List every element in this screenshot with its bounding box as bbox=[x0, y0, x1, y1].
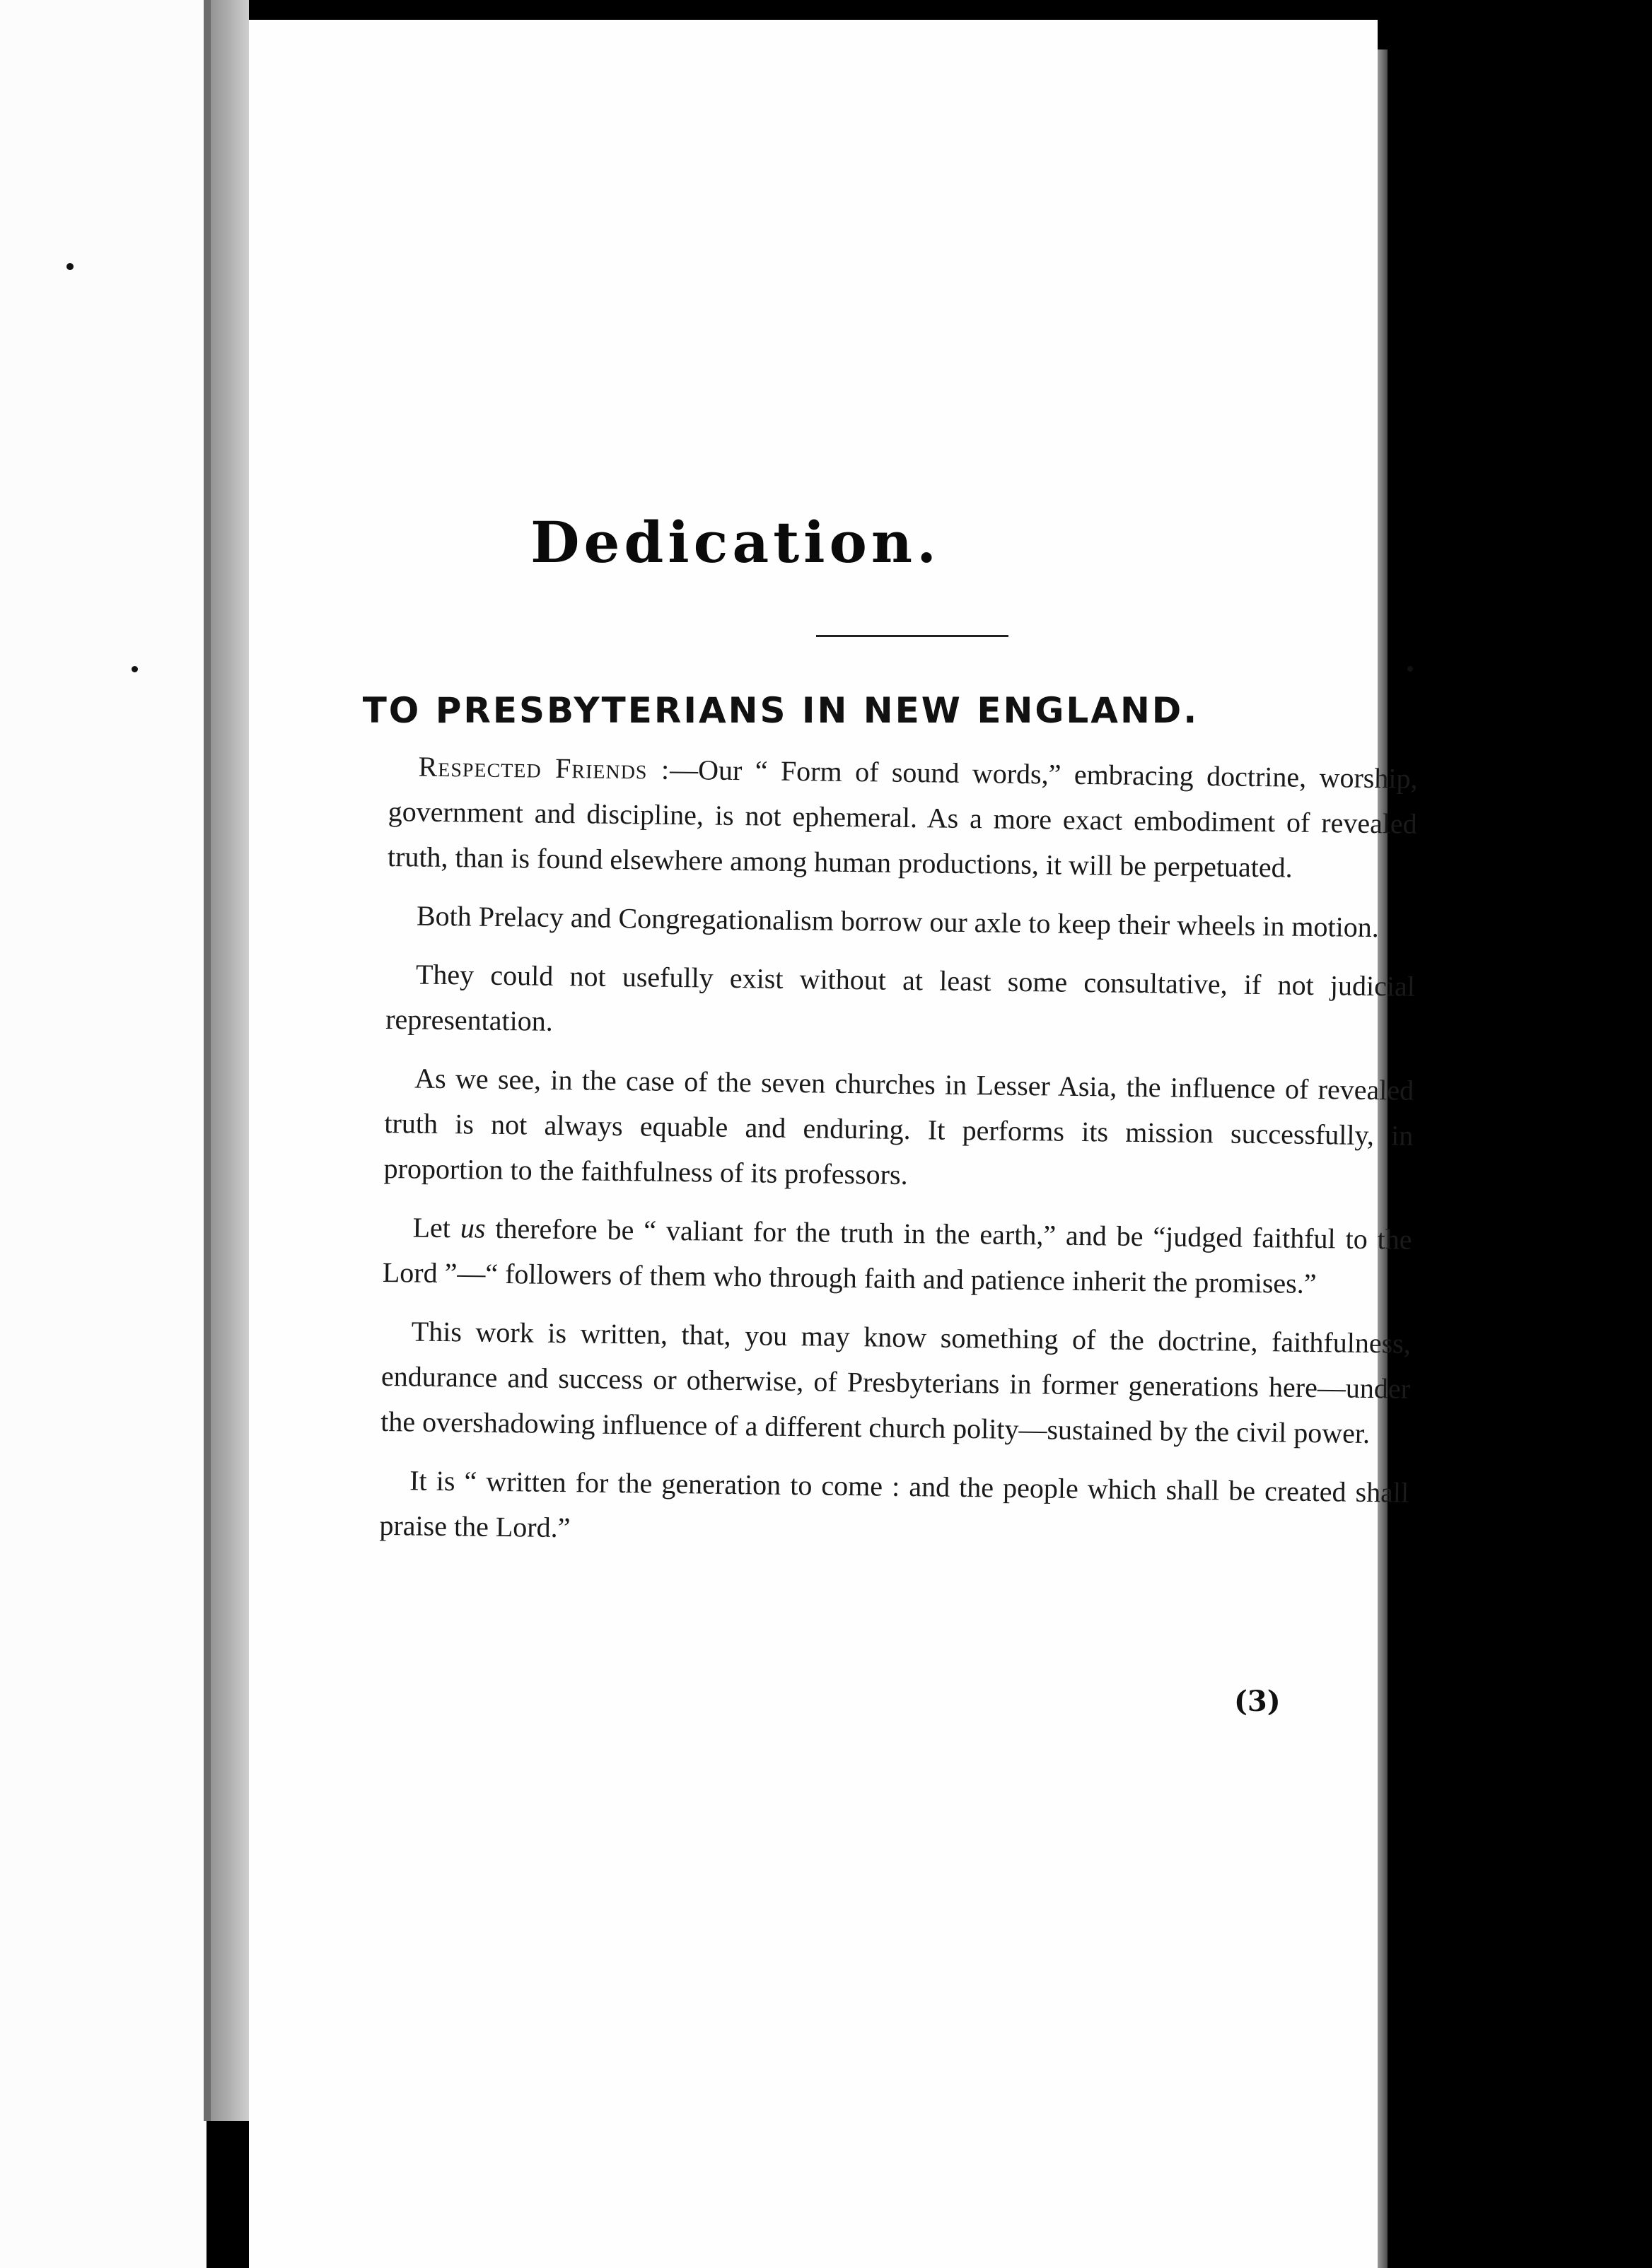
paragraph-7: It is “ written for the generation to come : and the people which shall be created shall praise the Lord.” bbox=[379, 1464, 1409, 1544]
paragraph-5-after: therefore be “ valiant for the truth in the earth,” and be “judged faithful to the Lord ”—“ followers of them who through faith and patience inherit the promises.” bbox=[382, 1212, 1412, 1300]
gutter-shadow bbox=[204, 0, 211, 2121]
paragraph-5-before: Let bbox=[412, 1211, 461, 1244]
left-page-edge bbox=[0, 0, 206, 2268]
dedication-subtitle: TO PRESBYTERIANS IN NEW ENGLAND. bbox=[362, 690, 1199, 731]
book-gutter bbox=[206, 0, 249, 2121]
paragraph-3: They could not usefully exist without at least some consultative, if not judicial representation. bbox=[385, 958, 1416, 1037]
dedication-heading: Dedication. bbox=[530, 509, 941, 575]
ink-speck bbox=[132, 666, 138, 672]
ink-speck bbox=[1407, 666, 1413, 672]
dedication-body bbox=[379, 744, 1418, 1574]
paragraph-1-text: —Our “ Form of sound words,” embracing doctrine, worship, government and discipline, is not ephemeral. As a more exact embodiment of revealed truth, than is found elsewhere among human productions, it will be perpetuated. bbox=[387, 753, 1418, 884]
heading-rule bbox=[816, 635, 1008, 637]
page-number: (3) bbox=[1234, 1685, 1281, 1718]
paragraph-4: As we see, in the case of the seven churches in Lesser Asia, the influence of revealed truth is not always equable and enduring. It performs its mission successfully, in proportion to the faithfulness of its professors. bbox=[383, 1062, 1414, 1191]
paragraph-1 bbox=[388, 744, 1418, 892]
paragraph-5-emphasis: us bbox=[460, 1212, 486, 1244]
paragraph-6: This work is written, that, you may know something of the doctrine, faithfulness, endurance and success or otherwise, of Presbyterians in former generations here—under the overshadowing influence of a different church polity—sustained by the civil power. bbox=[380, 1315, 1412, 1450]
paragraph-5 bbox=[382, 1205, 1412, 1308]
salutation: Respected Friends : bbox=[418, 750, 670, 785]
ink-speck bbox=[66, 263, 74, 270]
paragraph-2: Both Prelacy and Congregationalism borrow our axle to keep their wheels in motion. bbox=[416, 899, 1380, 944]
